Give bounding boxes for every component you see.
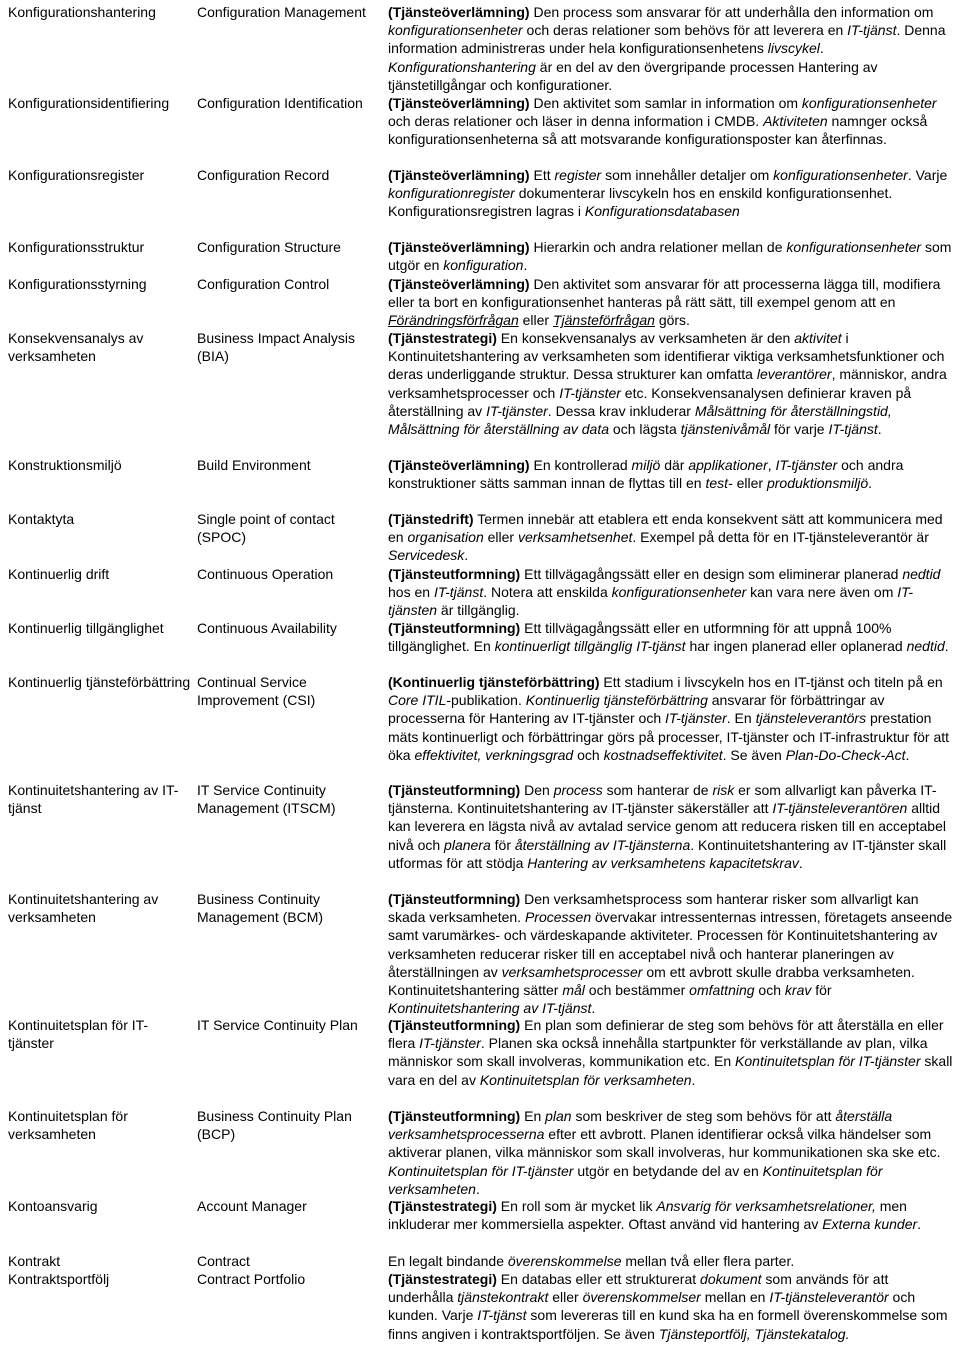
definition xyxy=(388,329,956,438)
definition xyxy=(388,619,956,655)
english-term: Configuration Management xyxy=(197,4,366,20)
definition-segment: . xyxy=(905,746,910,763)
definition-segment: . Varje xyxy=(907,167,948,183)
definition-segment: IT-tjänst xyxy=(433,584,484,601)
definition-segment: (Tjänsteöverlämning) xyxy=(388,276,530,292)
swedish-term: Kontinuitetsplan för IT-tjänster xyxy=(8,1017,149,1052)
definition-segment: Den xyxy=(520,782,554,798)
definition-segment: mellan två eller flera parter. xyxy=(621,1253,795,1269)
english-term: Single point of contact (SPOC) xyxy=(197,511,335,546)
swedish-term: Konfigurationsstyrning xyxy=(8,276,147,292)
definition-segment: Plan-Do-Check-Act xyxy=(785,746,906,763)
definition-segment: (Tjänstestrategi) xyxy=(388,1271,497,1287)
definition xyxy=(388,1197,956,1233)
swedish-term: Konfigurationsregister xyxy=(8,167,145,183)
definition-segment: omfattning xyxy=(689,982,755,999)
definition-segment: och xyxy=(754,982,785,999)
definition-segment: kan vara nere även om xyxy=(746,584,898,601)
definition-segment: Den aktivitet som ansvarar för att processerna lägga till, modifiera eller ta bort en konfigurationsenhet hanteras på rätt sätt, till exempel genom att en xyxy=(388,276,941,311)
english-term: Business Continuity Plan (BCP) xyxy=(197,1108,352,1143)
definition-segment: livscykel xyxy=(767,40,820,57)
definition-segment: som utgör en xyxy=(388,239,952,274)
definition-segment: som hanterar de xyxy=(602,782,713,798)
english-term: Contract Portfolio xyxy=(197,1271,306,1287)
swedish-term: Kontinuitetsplan för verksamheten xyxy=(8,1108,128,1143)
definition-segment: konfigurationregister xyxy=(388,185,515,202)
definition-segment: (Tjänsteutformning) xyxy=(388,566,521,582)
definition-segment: IT-tjänster xyxy=(559,384,621,401)
definition-segment: eller xyxy=(518,312,553,329)
definition-segment: . xyxy=(691,1071,696,1088)
definition-segment: konfigurationsenheter xyxy=(801,95,937,111)
swedish-term: Kontinuitetshantering av IT-tjänst xyxy=(8,782,179,817)
swedish-term: Konstruktionsmiljö xyxy=(8,457,122,473)
definition-segment: -publikation. xyxy=(446,692,526,709)
definition-segment: . xyxy=(523,257,528,274)
definition-segment: om ett avbrott skulle drabba verksamheten. Kontinuitetshantering sätter xyxy=(388,963,915,999)
definition-segment: . En xyxy=(726,710,756,727)
definition-segment: (Tjänsteutformning) xyxy=(388,620,521,636)
swedish-term: Kontinuerlig drift xyxy=(8,566,110,582)
definition xyxy=(388,781,956,872)
definition-segment: ansvarar för förbättringar av processerna för Hantering av IT-tjänster och xyxy=(388,692,885,727)
definition-segment: miljö xyxy=(631,457,661,473)
definition-segment: En plan som definierar de steg som behövs för att återställa en eller flera xyxy=(388,1017,944,1052)
definition-segment: . Exempel på detta för en IT-tjänsteleverantör är xyxy=(632,529,929,546)
definition-segment: risk xyxy=(712,782,735,798)
definition-segment: Tjänsteförfrågan xyxy=(552,312,655,329)
definition-segment: överenskommelser xyxy=(582,1289,701,1306)
definition-segment: återställning av IT-tjänsterna xyxy=(514,836,691,853)
definition-segment: IT-tjänster xyxy=(486,402,548,419)
definition-segment: Kontinuitetsplan för IT-tjänster xyxy=(388,1162,574,1179)
definition-segment: . Planen ska också innehålla startpunkter för verkställande av plan, vilka människor som skall involveras, kommunikation etc. En xyxy=(388,1035,928,1070)
definition-segment: (Tjänstedrift) xyxy=(388,511,474,527)
definition-segment: . xyxy=(877,421,882,438)
definition-segment: Den verksamhetsprocess som hanterar risker som allvarligt kan skada verksamheten. xyxy=(388,891,919,926)
definition-segment: Ansvarig för verksamhetsrelationer, xyxy=(656,1198,876,1214)
swedish-term: Kontinuitetshantering av verksamheten xyxy=(8,891,159,926)
definition-segment: (Tjänsteöverlämning) xyxy=(388,4,530,20)
definition-segment: Hantering av verksamhetens kapacitetskrav xyxy=(527,854,799,871)
definition-segment: som levereras till en kund ska ha en formell överenskommelse som finns angiven i kontraktsportföljen. Se även xyxy=(388,1307,948,1342)
definition-segment: IT-tjänst xyxy=(828,421,878,438)
swedish-term: Konfigurationsidentifiering xyxy=(8,95,170,111)
swedish-term: Kontoansvarig xyxy=(8,1198,98,1214)
definition-segment: (Tjänsteöverlämning) xyxy=(388,239,530,255)
definition-segment: Hierarkin och andra relationer mellan de xyxy=(529,239,787,255)
definition-segment: , människor, andra verksamhetsprocesser och xyxy=(388,366,947,401)
definition-segment: (Tjänsteöverlämning) xyxy=(388,95,530,111)
swedish-term: Kontinuerlig tjänsteförbättring xyxy=(8,674,191,690)
definition-segment: men inkluderar mer kommersiella aspekter. Oftast använd vid hantering av xyxy=(388,1198,907,1233)
definition-segment: återställa verksamhetsprocesserna xyxy=(388,1108,893,1143)
definition-segment: (Tjänsteutformning) xyxy=(388,1108,521,1124)
definition-segment: Konfigurationshantering xyxy=(388,58,536,75)
english-term: Configuration Record xyxy=(197,167,330,183)
definition-segment: kostnadseffektivitet xyxy=(603,746,723,763)
definition-segment: . xyxy=(868,475,873,492)
english-term: Business Impact Analysis (BIA) xyxy=(197,330,355,365)
definition-segment: (Tjänstestrategi) xyxy=(388,1198,497,1214)
definition-segment: Målsättning för återställningstid, Målsättning för återställning av data xyxy=(388,402,892,438)
definition-segment: leverantörer xyxy=(756,366,832,383)
definition-segment: (Tjänsteöverlämning) xyxy=(388,457,530,473)
definition xyxy=(388,1270,956,1343)
definition-segment: och kunden. Varje xyxy=(388,1289,916,1324)
definition-segment: Den aktivitet som samlar in information om xyxy=(529,95,802,111)
definition-segment: . xyxy=(819,40,824,57)
definition-segment: . Dessa krav inkluderar xyxy=(547,402,695,419)
definition-segment: IT-tjänsteleverantör xyxy=(769,1289,889,1306)
definition-segment: IT-tjänster xyxy=(419,1035,481,1052)
definition-segment: produktionsmiljö xyxy=(766,475,869,492)
definition-segment: Tjänsteportfölj, Tjänstekatalog. xyxy=(658,1325,850,1342)
english-term: Continuous Operation xyxy=(197,566,334,582)
swedish-term: Konsekvensanalys av verksamheten xyxy=(8,330,144,365)
definition-segment: har ingen planerad eller oplanerad xyxy=(685,638,907,655)
definition-segment: IT-tjänsten xyxy=(388,584,914,619)
definition-segment: konfigurationsenheter xyxy=(611,584,747,601)
definition-segment: IT-tjänster xyxy=(665,710,727,727)
definition-segment: konfiguration xyxy=(443,257,524,274)
definition-segment: Kontinuitetshantering av IT-tjänst xyxy=(388,1000,592,1017)
definition-segment: Kontinuerlig tjänsteförbättring xyxy=(525,692,708,709)
definition xyxy=(388,456,956,492)
definition-segment: tjänstenivåmål xyxy=(680,421,771,438)
definition-segment: eller xyxy=(483,529,518,546)
definition-segment: och lägsta xyxy=(609,421,681,438)
definition-segment: Kontinuitetsplan för IT-tjänster xyxy=(735,1053,921,1070)
definition xyxy=(388,565,956,620)
definition-segment: En kontrollerad xyxy=(529,457,632,473)
definition xyxy=(388,673,956,764)
definition-segment: (Tjänsteutformning) xyxy=(388,782,521,798)
definition-segment: Ett stadium i livscykeln hos en IT-tjänst och titeln på en xyxy=(599,674,943,690)
definition xyxy=(388,510,956,565)
definition-segment: namnger också konfigurationsenheterna så att motsvarande konfigurationsposter kan återfinnas. xyxy=(388,113,928,148)
definition-segment: plan xyxy=(545,1108,572,1124)
definition-segment: Den process som ansvarar för att underhålla den information om xyxy=(529,4,934,20)
definition-segment: tjänsteleverantörs xyxy=(755,710,867,727)
definition-segment: överenskommelse xyxy=(507,1253,622,1269)
definition-segment: verksamhetsprocesser xyxy=(501,963,643,980)
swedish-term: Kontraktsportfölj xyxy=(8,1271,110,1287)
definition-segment: er som allvarligt kan påverka IT-tjänsterna. Kontinuitetshantering av IT-tjänster säkerställer att xyxy=(388,782,937,817)
definition xyxy=(388,238,956,274)
english-term: Continuous Availability xyxy=(197,620,337,636)
definition-segment: etc. Konsekvensanalysen definierar kraven på återställning av xyxy=(388,384,912,419)
definition-segment: . Se även xyxy=(722,746,786,763)
definition-segment: applikationer xyxy=(688,457,768,473)
swedish-term: Kontaktyta xyxy=(8,511,75,527)
definition-segment: efter ett avbrott. Planen identifierar också vilka händelser som aktiverar planen, vilka människor som skall involveras, hur kommunikationen ska ske etc. xyxy=(388,1126,941,1161)
definition-segment: krav xyxy=(784,982,812,999)
definition xyxy=(388,1252,956,1270)
definition-segment: (Tjänsteutformning) xyxy=(388,891,521,907)
definition-segment: Aktiviteten xyxy=(763,113,828,130)
definition-segment: i Kontinuitetshantering av verksamheten som identifierar viktiga verksamhetsfunktioner och deras underliggande struktur. Dessa strukturer kan omfatta xyxy=(388,330,945,383)
definition-segment: register xyxy=(554,167,602,183)
definition-segment: som används för att underhålla xyxy=(388,1271,889,1306)
definition-segment: skall vara en del av xyxy=(388,1053,953,1088)
definition-segment: nedtid xyxy=(906,638,945,655)
definition-segment: alltid kan leverera en lägsta nivå av avtalad service genom att reducera risken till en acceptabel nivå och xyxy=(388,800,946,853)
definition-segment: verksamhetsenhet xyxy=(517,529,633,546)
definition xyxy=(388,166,956,221)
definition-segment: och deras relationer och läser in denna information i CMDB. xyxy=(388,113,764,130)
definition-segment: är en del av den övergripande processen Hantering av tjänstetillgångar och konfigurationer. xyxy=(388,58,878,93)
definition-segment: där xyxy=(660,457,689,473)
definition-segment: En konsekvensanalys av verksamheten är den xyxy=(496,330,795,346)
definition-segment: Ett xyxy=(529,167,555,183)
definition-segment: IT-tjänst xyxy=(847,22,897,39)
definition-segment: för xyxy=(811,982,832,999)
definition-segment: konfigurationsenheter xyxy=(786,239,922,255)
definition-segment: . xyxy=(591,1000,596,1017)
definition xyxy=(388,1016,956,1089)
definition-segment: En xyxy=(520,1108,546,1124)
definition-segment: (Kontinuerlig tjänsteförbättring) xyxy=(388,674,600,690)
definition-segment: konfigurationsenheter xyxy=(773,167,908,183)
definition-segment: Konfigurationsdatabasen xyxy=(584,203,740,220)
definition-segment: . xyxy=(917,1216,922,1233)
definition-segment: . Notera att enskilda xyxy=(483,584,612,601)
definition-segment: . xyxy=(944,638,949,655)
definition-segment: Kontinuitetsplan för verksamheten xyxy=(479,1071,692,1088)
definition-segment: som beskriver de steg som behövs för att xyxy=(571,1108,836,1124)
definition-segment: görs. xyxy=(654,312,690,329)
definition-segment: . xyxy=(798,854,803,871)
swedish-term: Kontinuerlig tillgänglighet xyxy=(8,620,164,636)
definition-segment: (Tjänstestrategi) xyxy=(388,330,497,346)
english-term: Configuration Structure xyxy=(197,239,341,255)
definition-segment: IT-tjänsteleverantören xyxy=(772,800,908,817)
definition-segment: IT-tjänst xyxy=(477,1307,527,1324)
definition-segment: nedtid xyxy=(902,566,941,582)
definition-segment: för varje xyxy=(770,421,829,438)
definition-segment: Ett tillvägagångssätt eller en utformning för att uppnå 100% tillgänglighet. En xyxy=(388,620,892,655)
english-term: IT Service Continuity Plan xyxy=(197,1017,358,1033)
definition-segment: som innehåller detaljer om xyxy=(601,167,774,183)
definition-segment: test- xyxy=(705,475,733,492)
definition-segment: . Denna information administreras under hela konfigurationsenhetens xyxy=(388,22,946,57)
definition-segment: och andra konstruktioner sätts samman innan de flyttas till en xyxy=(388,457,904,492)
definition xyxy=(388,275,956,330)
definition-segment: Termen innebär att etablera ett enda konsekvent sätt att kommunicera med en xyxy=(388,511,943,546)
definition-segment: dokument xyxy=(700,1271,762,1287)
english-term: Continual Service Improvement (CSI) xyxy=(197,674,316,709)
definition xyxy=(388,3,956,94)
english-term: Build Environment xyxy=(197,457,311,473)
definition-segment: Kontinuitetsplan för verksamheten xyxy=(388,1162,883,1197)
definition-segment: eller xyxy=(548,1289,583,1306)
definition-segment: Externa kunder xyxy=(822,1216,918,1233)
definition-segment: planera xyxy=(444,836,491,853)
definition-segment: (Tjänsteöverlämning) xyxy=(388,167,530,183)
definition-segment: En legalt bindande xyxy=(388,1253,508,1269)
swedish-term: Konfigurationsstruktur xyxy=(8,239,145,255)
definition-segment: Processen xyxy=(524,909,592,926)
definition-segment: prestation mäts kontinuerligt och förbättringar görs på processer, IT-tjänster och IT-infrastruktur för att öka xyxy=(388,710,950,763)
definition-segment: . Kontinuitetshantering av IT-tjänster skall utformas för att stödja xyxy=(388,836,947,871)
english-term: Business Continuity Management (BCM) xyxy=(197,891,324,926)
definition-segment: Servicedesk xyxy=(388,547,465,564)
english-term: IT Service Continuity Management (ITSCM) xyxy=(197,782,336,817)
definition-segment: utgör en betydande del av en xyxy=(573,1162,763,1179)
definition-segment: dokumenterar livscykeln hos en enskild konfigurationsenhet. Konfigurationsregistren lagras i xyxy=(388,185,893,220)
definition-segment: En databas eller ett strukturerat xyxy=(496,1271,701,1287)
definition-segment: Ett tillvägagångssätt eller en design som eliminerar planerad xyxy=(520,566,903,582)
definition-segment: övervakar intressenternas intressen, företagets anseende samt varumärkes- och värdeskapande aktiviteter. Processen för Kontinuitetshantering av verksamheten reducerar risker till en acceptabel nivå och hanterar planeringen av återställningen av xyxy=(388,909,953,980)
definition-segment: och bestämmer xyxy=(584,982,690,999)
definition-segment: (Tjänsteutformning) xyxy=(388,1017,521,1033)
swedish-term: Kontrakt xyxy=(8,1253,61,1269)
definition-segment: process xyxy=(553,782,603,798)
definition-segment: IT-tjänster xyxy=(775,457,838,473)
swedish-term: Konfigurationshantering xyxy=(8,4,156,20)
definition-segment: . xyxy=(475,1180,480,1197)
definition-segment: Förändringsförfrågan xyxy=(388,312,519,329)
definition xyxy=(388,890,956,1017)
definition-segment: En roll som är mycket lik xyxy=(496,1198,657,1214)
definition-segment: är tillgänglig. xyxy=(437,602,520,619)
english-term: Contract xyxy=(197,1253,250,1269)
definition-segment: kontinuerligt tillgänglig IT-tjänst xyxy=(494,638,686,655)
definition xyxy=(388,94,956,149)
definition-segment: , xyxy=(767,457,776,473)
definition-segment: konfigurationsenheter xyxy=(388,22,523,39)
definition-segment: mål xyxy=(562,982,585,999)
definition-segment: organisation xyxy=(407,529,484,546)
definition-segment: hos en xyxy=(388,584,434,601)
definition xyxy=(388,1107,956,1198)
definition-segment: effektivitet, verkningsgrad xyxy=(414,746,574,763)
definition-segment: Core ITIL xyxy=(388,692,447,709)
definition-segment: tjänstekontrakt xyxy=(457,1289,549,1306)
definition-segment: . xyxy=(464,547,469,564)
english-term: Configuration Identification xyxy=(197,95,363,111)
definition-segment: och xyxy=(573,746,604,763)
definition-segment: aktivitet xyxy=(794,330,842,346)
definition-segment: eller xyxy=(732,475,767,492)
definition-segment: mellan en xyxy=(700,1289,770,1306)
definition-segment: och deras relationer som behövs för att leverera en xyxy=(522,22,848,39)
english-term: Account Manager xyxy=(197,1198,307,1214)
definition-segment: för xyxy=(490,836,515,853)
english-term: Configuration Control xyxy=(197,276,330,292)
